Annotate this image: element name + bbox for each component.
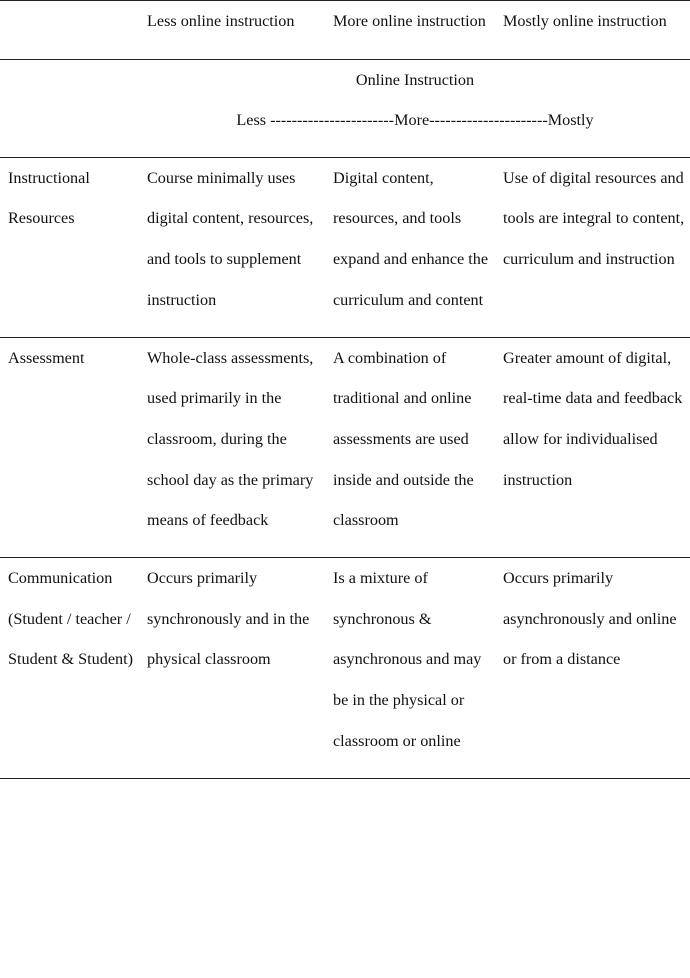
axis-title: Online Instruction <box>355 70 475 89</box>
cell-mostly: Occurs primarily asynchronously and online or from a distance <box>495 558 690 779</box>
cell-mostly: Use of digital resources and tools are integral to content, curriculum and instruction <box>495 157 690 337</box>
header-mostly-online: Mostly online instruction <box>495 1 690 60</box>
table-row <box>0 558 690 779</box>
table-row <box>0 157 690 337</box>
axis-cell <box>0 59 690 157</box>
row-label-instructional-resources: Instructional Resources <box>0 157 139 337</box>
header-row <box>0 1 690 60</box>
header-more-online: More online instruction <box>325 1 495 60</box>
cell-less: Whole-class assessments, used primarily in the classroom, during the school day as the primary means of feedback <box>139 337 325 558</box>
header-blank-cell <box>0 1 139 60</box>
cell-mostly: Greater amount of digital, real-time data and feedback allow for individualised instruction <box>495 337 690 558</box>
axis-scale: Less -----------------------More----------------------Mostly <box>236 111 594 130</box>
cell-more: A combination of traditional and online assessments are used inside and outside the classroom <box>325 337 495 558</box>
row-label-communication: Communication (Student / teacher / Student & Student) <box>0 558 139 779</box>
cell-more: Is a mixture of synchronous & asynchronous and may be in the physical or classroom or online <box>325 558 495 779</box>
cell-less: Occurs primarily synchronously and in the physical classroom <box>139 558 325 779</box>
cell-more: Digital content, resources, and tools expand and enhance the curriculum and content <box>325 157 495 337</box>
header-less-online: Less online instruction <box>139 1 325 60</box>
cell-less: Course minimally uses digital content, resources, and tools to supplement instruction <box>139 157 325 337</box>
table-row <box>0 337 690 558</box>
row-label-assessment: Assessment <box>0 337 139 558</box>
axis-row <box>0 59 690 157</box>
